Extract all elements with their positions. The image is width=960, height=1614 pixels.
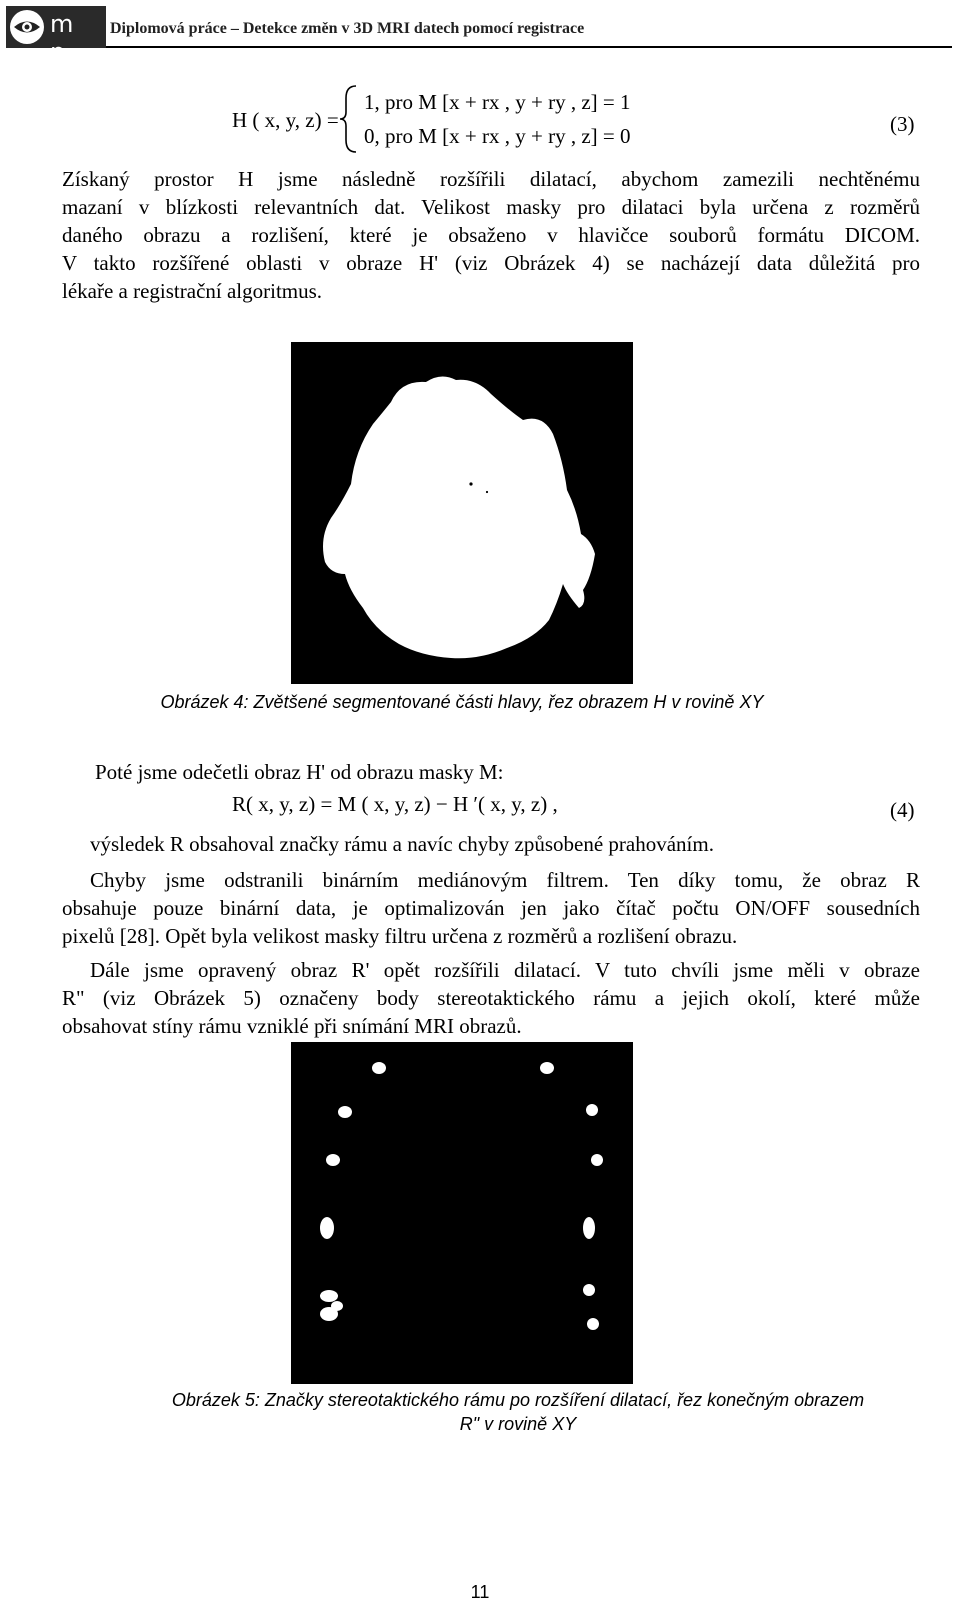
frame-marker [372, 1062, 386, 1074]
frame-marker [540, 1062, 554, 1074]
running-header-title: Diplomová práce – Detekce změn v 3D MRI datech pomocí registrace [110, 20, 585, 37]
equation-3-lhs: H ( x, y, z) = [232, 108, 339, 132]
frame-marker [591, 1154, 603, 1166]
paragraph-1-line: lékaře a registrační algoritmus. [62, 279, 323, 303]
page-header [0, 0, 960, 66]
frame-marker [320, 1307, 338, 1321]
equation-3-case-2: 0, pro M [x + rx , y + ry , z] = 0 [364, 124, 631, 148]
frame-marker [583, 1217, 595, 1239]
frame-marker [583, 1284, 595, 1296]
equation-3-number: (3) [890, 112, 915, 136]
paragraph-1-line: mazaní v blízkosti relevantních dat. Velikost masky pro dilataci byla určena z rozměrů [62, 195, 920, 219]
frame-marker [320, 1217, 334, 1239]
figure-5-image [291, 1042, 633, 1384]
frame-marker [326, 1154, 340, 1166]
paragraph-2-line: Chyby jsme odstranili binárním mediánovým filtrem. Ten díky tomu, že obraz R [90, 868, 920, 892]
paragraph-2-line: pixelů [28]. Opět byla velikost masky filtru určena z rozměrů a rozlišení obrazu. [62, 924, 738, 948]
equation-3-brace [338, 84, 358, 154]
paragraph-1-line: V takto rozšířené oblasti v obraze H' (viz Obrázek 4) se nacházejí data důležitá pro [62, 251, 920, 275]
figure-5-caption-line-2: R" v rovině XY [459, 1414, 577, 1434]
equation-3-case-1: 1, pro M [x + rx , y + ry , z] = 1 [364, 90, 631, 114]
result-line: výsledek R obsahoval značky rámu a navíc chyby způsobené prahováním. [90, 832, 714, 856]
university-logo [6, 6, 106, 66]
paragraph-3-line: obsahovat stíny rámu vzniklé při snímání MRI obrazů. [62, 1014, 522, 1038]
eye-logo-icon [10, 10, 44, 44]
equation-4-intro: Poté jsme odečetli obraz H' od obrazu masky M: [95, 760, 504, 784]
frame-marker [587, 1318, 599, 1330]
frame-marker [586, 1104, 598, 1116]
paragraph-1-line: Získaný prostor H jsme následně rozšířili dilatací, abychom zamezili nechtěnému [62, 167, 920, 191]
figure-4-image [291, 342, 633, 684]
figure-4-caption: Obrázek 4: Zvětšené segmentované části hlavy, řez obrazem H v rovině XY [160, 692, 764, 712]
figure-5-caption-line-1: Obrázek 5: Značky stereotaktického rámu po rozšíření dilatací, řez konečným obrazem [171, 1390, 865, 1410]
paragraph-2-line: obsahuje pouze binární data, je optimalizován jen jako čítač počtu ON/OFF sousedních [62, 896, 920, 920]
logo-text: m p [50, 10, 80, 66]
paragraph-2 [62, 866, 920, 950]
paragraph-3-line: R" (viz Obrázek 5) označeny body stereotaktického rámu a jejich okolí, které může [62, 986, 920, 1010]
paragraph-3 [62, 956, 920, 1040]
paragraph-3-line: Dále jsme opravený obraz R' opět rozšířili dilatací. V tuto chvíli jsme měli v obraze [90, 958, 920, 982]
paragraph-1 [62, 165, 920, 305]
equation-4-number: (4) [890, 798, 915, 822]
frame-marker [338, 1106, 352, 1118]
frame-marker [320, 1290, 338, 1302]
header-divider [106, 46, 952, 48]
page-number: 11 [470, 1582, 490, 1602]
paragraph-1-line: daného obrazu a rozlišení, které je obsaženo v hlavičce souborů formátu DICOM. [62, 223, 920, 247]
equation-4-expression: R( x, y, z) = M ( x, y, z) − H ′( x, y, z) , [232, 792, 558, 816]
